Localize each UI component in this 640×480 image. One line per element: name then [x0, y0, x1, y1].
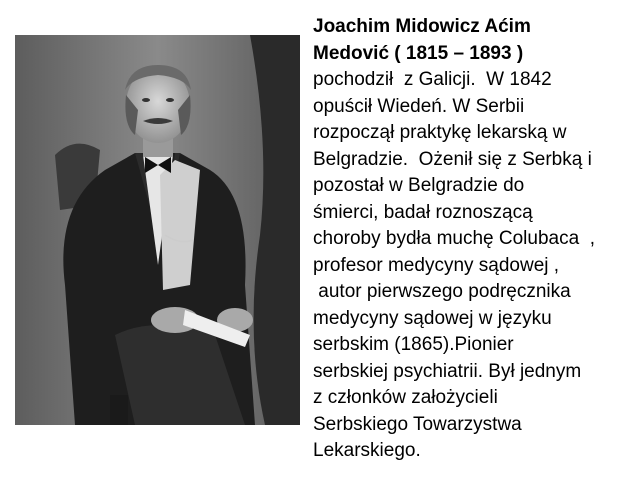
- body-line: rozpoczął praktykę lekarską w: [313, 122, 567, 143]
- body-line: autor pierwszego podręcznika: [313, 281, 571, 302]
- portrait-illustration: [15, 35, 300, 425]
- body-line: Lekarskiego.: [313, 440, 421, 461]
- body-line: serbskim (1865).Pionier: [313, 334, 514, 355]
- portrait-photo: [15, 35, 300, 425]
- biography-text: [313, 14, 638, 465]
- body-line: Belgradzie. Ożenił się z Serbką i: [313, 148, 592, 170]
- body-line: z członków założycieli: [313, 387, 498, 408]
- body-line: Serbskiego Towarzystwa: [313, 413, 522, 435]
- body-line: choroby bydła muchę Colubaca ,: [313, 228, 595, 249]
- body-line: śmierci, badał roznoszącą: [313, 201, 533, 223]
- heading-line: Medović ( 1815 – 1893 ): [313, 42, 524, 64]
- body-line: pochodził z Galicji. W 1842: [313, 69, 552, 90]
- heading-line: Joachim Midowicz Aćim: [313, 16, 531, 37]
- body-line: opuścił Wiedeń. W Serbii: [313, 95, 525, 117]
- body-line: pozostał w Belgradzie do: [313, 175, 525, 196]
- body-line: medycyny sądowej w języku: [313, 307, 552, 329]
- body-line: profesor medycyny sądowej ,: [313, 254, 560, 276]
- body-line: serbskiej psychiatrii. Był jednym: [313, 360, 582, 382]
